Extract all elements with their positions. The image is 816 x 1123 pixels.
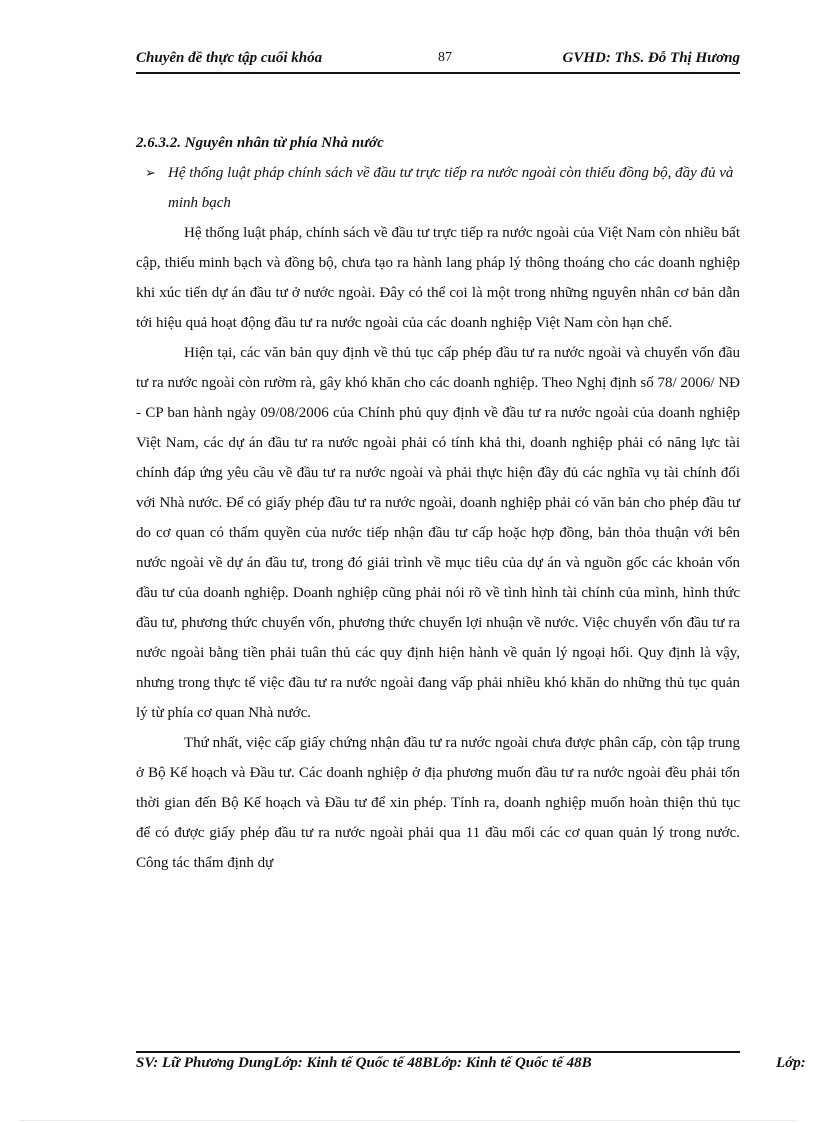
bullet-item xyxy=(136,158,740,218)
page-header xyxy=(136,46,740,72)
section-title: 2.6.3.2. Nguyên nhân từ phía Nhà nước xyxy=(136,135,384,151)
bullet-text: Hệ thống luật pháp chính sách về đầu tư trực tiếp ra nước ngoài còn thiếu đồng bộ, đầy đủ và minh bạch xyxy=(168,165,734,211)
body-paragraph: Hệ thống luật pháp, chính sách về đầu tư trực tiếp ra nước ngoài của Việt Nam còn nhiều bất cập, thiếu minh bạch và đồng bộ, chưa tạo ra hành lang pháp lý thông thoáng cho các doanh nghiệp khi xúc tiến dự án đầu tư ở nước ngoài. Đây có thể coi là một trong những nguyên nhân cơ bản dẫn tới hiệu quả hoạt động đầu tư ra nước ngoài của các doanh nghiệp Việt Nam còn hạn chế. xyxy=(136,225,740,331)
footer-class-label: Lớp: xyxy=(776,1055,806,1071)
header-document-title: Chuyên đề thực tập cuối khóa xyxy=(136,50,323,66)
page-body xyxy=(136,128,740,878)
header-divider xyxy=(136,72,740,74)
body-paragraph: Hiện tại, các văn bản quy định về thủ tục cấp phép đầu tư ra nước ngoài và chuyển vốn đầu tư ra nước ngoài còn rườm rà, gây khó khăn cho các doanh nghiệp. Theo Nghị định số 78/ 2006/ NĐ - CP ban hành ngày 09/08/2006 của Chính phủ quy định về đầu tư ra nước ngoài của doanh nghiệp Việt Nam, các dự án đầu tư ra nước ngoài phải có tính khả thi, doanh nghiệp phải có năng lực tài chính đáp ứng yêu cầu về đầu tư ra nước ngoài và phải thực hiện đầy đủ các nghĩa vụ tài chính đối với Nhà nước. Để có giấy phép đầu tư ra nước ngoài, doanh nghiệp phải có văn bản cho phép đầu tư do cơ quan có thẩm quyền của nước tiếp nhận đầu tư cấp hoặc hợp đồng, bản thỏa thuận với bên nước ngoài về dự án đầu tư, trong đó giải trình về mục tiêu của dự án và nguồn gốc các khoản vốn đầu tư của doanh nghiệp. Doanh nghiệp cũng phải nói rõ về tình hình tài chính của mình, hình thức đầu tư, phương thức chuyển vốn, phương thức chuyển lợi nhuận về nước. Việc chuyển vốn đầu tư ra nước ngoài bằng tiền phải tuân thủ các quy định hiện hành về quản lý ngoại hối. Quy định là vậy, nhưng trong thực tế việc đầu tư ra nước ngoài đang vấp phải nhiều khó khăn do những thủ tục quản lý từ phía cơ quan Nhà nước. xyxy=(136,345,741,721)
footer-divider xyxy=(136,1051,740,1053)
arrow-bullet-icon: ➢ xyxy=(145,165,156,180)
page-number: 87 xyxy=(438,50,452,65)
header-supervisor: GVHD: ThS. Đỗ Thị Hương xyxy=(562,50,740,66)
footer-student-info: SV: Lữ Phương DungLớp: Kinh tế Quốc tế 48BLớp: Kinh tế Quốc tế 48B xyxy=(136,1055,592,1071)
body-paragraph: Thứ nhất, việc cấp giấy chứng nhận đầu tư ra nước ngoài chưa được phân cấp, còn tập trung ở Bộ Kế hoạch và Đầu tư. Các doanh nghiệp ở địa phương muốn đầu tư ra nước ngoài đều phải tốn thời gian đến Bộ Kế hoạch và Đầu tư để xin phép. Tính ra, doanh nghiệp muốn hoàn thiện thủ tục để có được giấy phép đầu tư ra nước ngoài phải qua 11 đầu mối các cơ quan quản lý trong nước. Công tác thẩm định dự xyxy=(136,735,740,871)
page-edge-divider xyxy=(20,1120,796,1121)
